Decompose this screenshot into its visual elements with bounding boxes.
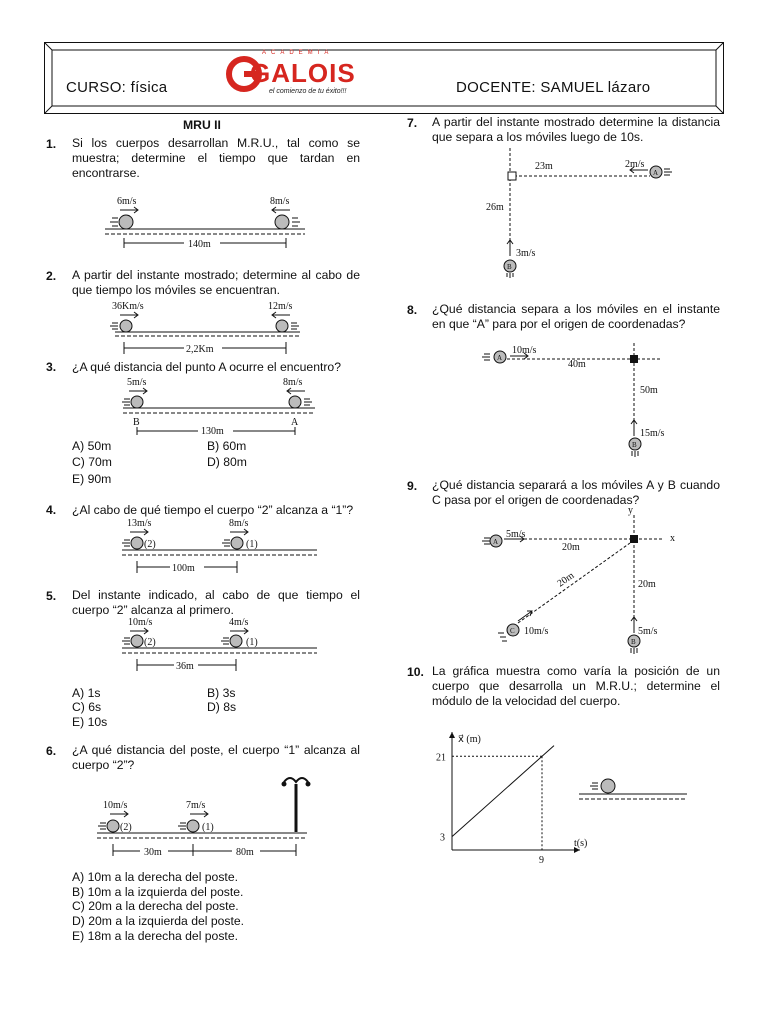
q10-position-time-chart <box>420 726 600 864</box>
q5-option-a: A) 1s <box>72 686 101 700</box>
q7-label-A: A <box>653 169 659 177</box>
q8-velocity-A: 10m/s <box>512 345 537 356</box>
q9-label-B: B <box>631 638 636 646</box>
q3-number: 3. <box>46 360 57 374</box>
q9-diagonal-path <box>518 543 630 623</box>
q8-vertical-distance: 50m <box>640 385 658 396</box>
q2-speedlines-2-icon <box>291 323 299 329</box>
q10-text: La gráfica muestra como varía la posición de un cuerpo que desarrolla un M.R.U.; determine el módulo de la velocidad del cuerpo. <box>432 664 720 708</box>
q5-option-e: E) 10s <box>72 715 108 729</box>
header-border <box>44 42 724 114</box>
q3-figure <box>115 373 325 435</box>
q9-arrow-B-icon <box>631 617 637 633</box>
q2-figure <box>100 298 310 358</box>
q4-number: 4. <box>46 503 57 517</box>
q9-velocity-B: 5m/s <box>638 626 658 637</box>
q7-text: A partir del instante mostrado determine la distancia que separa a los móviles luego de 10s. <box>432 115 720 144</box>
q1-figure <box>100 192 310 252</box>
q8-text: ¿Qué distancia separa a los móviles en el instante en que “A” para por el origen de coordenadas? <box>432 302 720 331</box>
q3-option-c: C) 70m <box>72 455 112 469</box>
q8-velocity-B: 15m/s <box>640 428 665 439</box>
q10-y-axis-label: x⃗ (m) <box>458 734 481 745</box>
q10-xtick-9: 9 <box>539 855 544 864</box>
q4-label-1: (1) <box>246 539 258 550</box>
q5-option-d: D) 8s <box>207 700 237 714</box>
q9-velocity-C: 10m/s <box>524 626 549 637</box>
q4-arrow-2-icon <box>230 529 248 535</box>
q5-option-c: C) 6s <box>72 700 102 714</box>
q5-distance: 36m <box>176 661 194 672</box>
course-value: física <box>130 79 168 96</box>
q7-vertical-distance: 26m <box>486 202 504 213</box>
q4-figure <box>112 515 322 577</box>
q9-speedlines-C-icon <box>498 633 507 641</box>
q5-body-2 <box>131 635 143 647</box>
q3-distance: 130m <box>201 426 224 435</box>
q6-distance-1: 30m <box>144 847 162 858</box>
q8-label-A: A <box>497 354 503 362</box>
q9-speedlines-B-icon <box>631 648 637 654</box>
q6-option-e: E) 18m a la derecha del poste. <box>72 929 238 943</box>
q7-origin-marker <box>508 172 516 180</box>
q5-text: Del instante indicado, al cabo de que tiempo el cuerpo “2” alcanza al primero. <box>72 588 360 617</box>
q6-text: ¿A qué distancia del poste, el cuerpo “1” alcanza al cuerpo “2”? <box>72 743 360 772</box>
q1-speedlines-1-icon <box>110 218 118 226</box>
q6-body-1 <box>187 820 199 832</box>
logo-academia: ACADEMIA <box>262 50 334 56</box>
q8-speedlines-B-icon <box>632 451 638 457</box>
q6-arrow-2-icon <box>190 811 208 817</box>
q6-velocity-1: 10m/s <box>103 800 128 811</box>
q3-point-B: B <box>133 417 140 428</box>
q7-arrow-B-icon <box>507 240 513 256</box>
teacher-label: DOCENTE: <box>456 79 536 96</box>
q4-body-1 <box>231 537 243 549</box>
q10-x-axis-label: t(s) <box>574 838 588 849</box>
q4-speedlines-2-icon <box>222 540 230 546</box>
q3-option-a: A) 50m <box>72 439 112 453</box>
q2-velocity-2: 12m/s <box>268 301 293 312</box>
q3-arrow-left-icon <box>287 388 305 394</box>
q9-velocity-A: 5m/s <box>506 529 526 540</box>
q6-option-a: A) 10m a la derecha del poste. <box>72 870 238 884</box>
q5-speedlines-2-icon <box>221 638 229 644</box>
q3-speedlines-2-icon <box>304 399 312 405</box>
q2-text: A partir del instante mostrado; determine al cabo de que tiempo los móviles se encuentran. <box>72 268 360 297</box>
q1-speedlines-2-icon <box>292 218 300 226</box>
q6-speedlines-1-icon <box>98 823 106 829</box>
teacher-field <box>456 79 650 96</box>
q3-velocity-2: 8m/s <box>283 377 303 388</box>
q2-arrow-right-icon <box>120 312 138 318</box>
q8-label-B: B <box>632 441 637 449</box>
q4-label-2: (2) <box>144 539 156 550</box>
q3-speedlines-1-icon <box>122 399 130 405</box>
q6-distance-2: 80m <box>236 847 254 858</box>
q10-position-line <box>452 746 554 837</box>
q3-option-b: B) 60m <box>207 439 247 453</box>
q6-figure <box>92 770 322 862</box>
q4-speedlines-1-icon <box>122 540 130 546</box>
q10-ytick-3: 3 <box>440 832 445 844</box>
q7-speedlines-A-icon <box>664 169 672 175</box>
q10-body <box>601 779 615 793</box>
q10-ytick-21: 21 <box>436 752 446 764</box>
q8-speedlines-A-icon <box>482 354 490 360</box>
q10-moving-body-figure <box>575 775 695 805</box>
q9-figure <box>482 503 702 663</box>
q2-speedlines-1-icon <box>110 323 118 329</box>
q5-option-b: B) 3s <box>207 686 236 700</box>
q10-speedlines-icon <box>590 783 598 789</box>
q3-velocity-1: 5m/s <box>127 377 147 388</box>
q6-number: 6. <box>46 744 57 758</box>
header-frame <box>44 42 724 114</box>
q2-velocity-1: 36Km/s <box>112 301 144 312</box>
q4-body-2 <box>131 537 143 549</box>
q6-velocity-2: 7m/s <box>186 800 206 811</box>
q4-velocity-1: 13m/s <box>127 518 152 529</box>
q7-number: 7. <box>407 116 418 130</box>
q1-velocity-1: 6m/s <box>117 196 137 207</box>
q1-distance: 140m <box>188 239 211 250</box>
q7-speedlines-B-icon <box>507 273 513 278</box>
q9-arrow-C-icon <box>518 611 532 621</box>
q5-label-1: (1) <box>246 637 258 648</box>
q6-option-b: B) 10m a la izquierda del poste. <box>72 885 244 899</box>
teacher-value: SAMUEL lázaro <box>540 79 651 96</box>
q5-body-1 <box>230 635 242 647</box>
q2-body-1 <box>120 320 132 332</box>
q1-body-1 <box>119 215 133 229</box>
q9-number: 9. <box>407 479 418 493</box>
q6-option-c: C) 20m a la derecha del poste. <box>72 899 239 913</box>
q6-option-d: D) 20m a la izquierda del poste. <box>72 914 245 928</box>
q9-label-A: A <box>493 538 499 546</box>
q2-distance: 2,2Km <box>186 344 214 355</box>
q5-velocity-1: 10m/s <box>128 617 153 628</box>
q7-velocity-A: 2m/s <box>625 159 645 170</box>
q2-body-2 <box>276 320 288 332</box>
q9-axis-x-label: x <box>670 533 675 544</box>
q8-number: 8. <box>407 303 418 317</box>
q10-y-axis-arrow-icon <box>449 732 455 738</box>
q9-distance-B: 20m <box>638 579 656 590</box>
logo-slogan: el comienzo de tu éxito!!! <box>269 88 347 95</box>
q9-axis-y-label: y <box>628 505 633 516</box>
q7-label-B: B <box>507 263 512 271</box>
q3-body-A <box>289 396 301 408</box>
q1-arrow-right-icon <box>120 207 138 213</box>
q3-point-A: A <box>291 417 299 428</box>
q1-body-2 <box>275 215 289 229</box>
q6-arrow-1-icon <box>110 811 128 817</box>
q10-number: 10. <box>407 665 424 679</box>
q5-speedlines-1-icon <box>122 638 130 644</box>
section-title: MRU II <box>183 118 221 132</box>
q5-label-2: (2) <box>144 637 156 648</box>
q3-option-d: D) 80m <box>207 455 247 469</box>
q3-option-e: E) 90m <box>72 472 112 486</box>
q2-number: 2. <box>46 269 57 283</box>
q8-origin-marker <box>630 355 638 363</box>
galois-logo <box>226 50 356 100</box>
course-label: CURSO: <box>66 79 127 96</box>
q8-arrow-B-icon <box>631 420 637 436</box>
q4-velocity-2: 8m/s <box>229 518 249 529</box>
q9-label-C: C <box>510 627 515 635</box>
q5-arrow-2-icon <box>230 628 248 634</box>
q9-origin-marker <box>630 535 638 543</box>
q1-text: Si los cuerpos desarrollan M.R.U., tal como se muestra; determine el tiempo que tardan en encontrarse. <box>72 136 360 180</box>
q9-distance-C: 20m <box>555 570 577 590</box>
q2-arrow-left-icon <box>272 312 290 318</box>
lamp-post-icon <box>282 778 311 832</box>
q6-body-2 <box>107 820 119 832</box>
q4-distance: 100m <box>172 563 195 574</box>
q7-horizontal-distance: 23m <box>535 161 553 172</box>
q9-speedlines-A-icon <box>482 538 490 544</box>
q5-arrow-1-icon <box>130 628 148 634</box>
q7-velocity-B: 3m/s <box>516 248 536 259</box>
q8-figure <box>482 338 702 463</box>
course-field <box>66 79 167 96</box>
q5-figure <box>112 614 322 676</box>
logo-name: GALOIS <box>250 58 356 88</box>
q3-arrow-right-icon <box>129 388 147 394</box>
q4-text: ¿Al cabo de qué tiempo el cuerpo “2” alcanza a “1”? <box>72 503 354 517</box>
q1-velocity-2: 8m/s <box>270 196 290 207</box>
q6-label-1: (1) <box>202 822 214 833</box>
q5-number: 5. <box>46 589 57 603</box>
q1-number: 1. <box>46 137 57 151</box>
q3-body-B <box>131 396 143 408</box>
q3-text: ¿A qué distancia del punto A ocurre el encuentro? <box>72 360 341 374</box>
q9-text: ¿Qué distancia separará a los móviles A y B cuando C pasa por el origen de coordenadas? <box>432 478 720 507</box>
q5-velocity-2: 4m/s <box>229 617 249 628</box>
q1-arrow-left-icon <box>272 207 290 213</box>
q8-horizontal-distance: 40m <box>568 359 586 370</box>
q7-figure <box>470 148 690 278</box>
q4-arrow-1-icon <box>130 529 148 535</box>
q9-distance-A: 20m <box>562 542 580 553</box>
q6-speedlines-2-icon <box>178 823 186 829</box>
q6-label-2: (2) <box>120 822 132 833</box>
